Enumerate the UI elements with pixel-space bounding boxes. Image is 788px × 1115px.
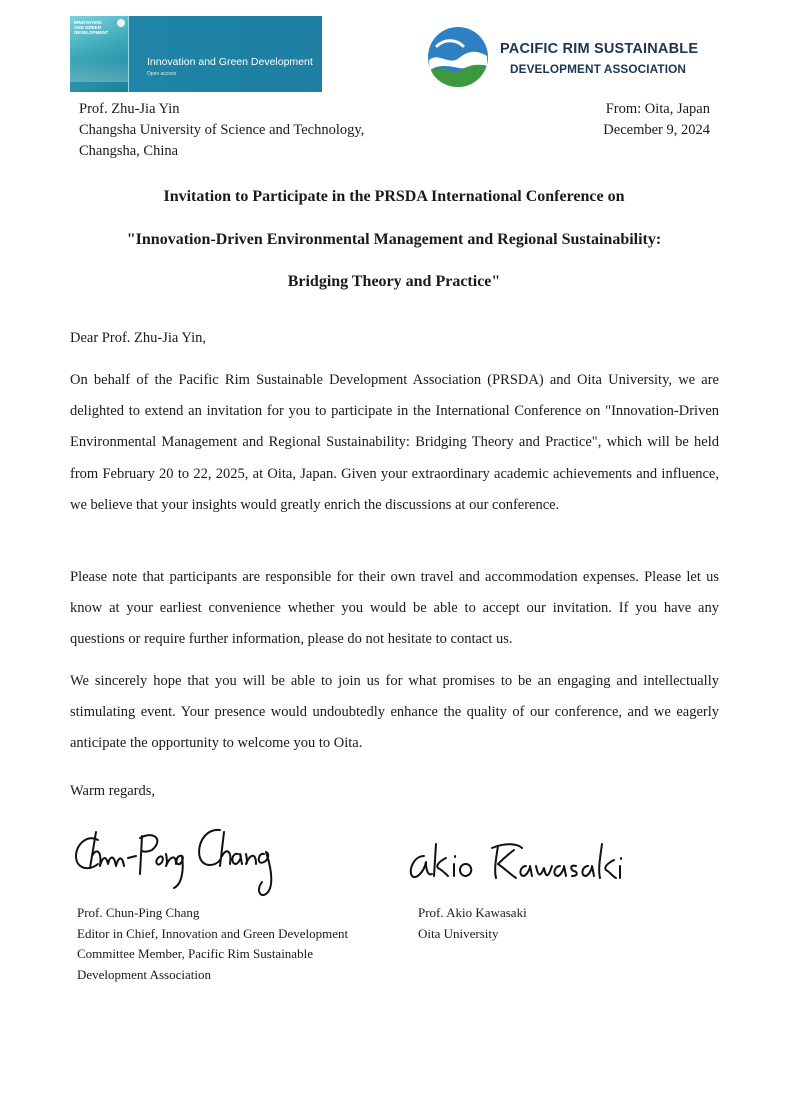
prsda-logo-icon bbox=[427, 26, 489, 88]
body-paragraph-2: Please note that participants are responsible for their own travel and accommodation expenses. Please let us know at your earliest convenience whether you would be able to accept our invitation. If you have any questions or require further information, please do not hesitate to contact us. bbox=[70, 569, 719, 648]
signer-right-details bbox=[418, 903, 527, 944]
closing: Warm regards, bbox=[70, 783, 155, 799]
letter-date: December 9, 2024 bbox=[603, 122, 710, 138]
journal-banner bbox=[70, 16, 322, 92]
recipient-institution: Changsha University of Science and Technology, bbox=[79, 122, 365, 138]
body-paragraph-1: On behalf of the Pacific Rim Sustainable Development Association (PRSDA) and Oita University, we are delighted to extend an invitation for you to participate in the International Conference on "Innovation-Driven Environmental Management and Regional Sustainability: Bridging Theory and Practice", which will be held from February 20 to 22, 2025, at Oita, Japan. Given your extraordinary academic achievements and influence, we believe that your insights would greatly enrich the discussions at our conference. bbox=[70, 372, 719, 513]
journal-cover-logo-icon bbox=[117, 19, 125, 27]
letter-title-line1: Invitation to Participate in the PRSDA International Conference on bbox=[163, 188, 625, 205]
signer-left-name: Prof. Chun-Ping Chang bbox=[77, 905, 200, 920]
sender-info bbox=[603, 99, 710, 141]
recipient-name: Prof. Zhu-Jia Yin bbox=[79, 101, 180, 117]
sender-location: From: Oita, Japan bbox=[605, 101, 710, 117]
association-name-line1: PACIFIC RIM SUSTAINABLE bbox=[500, 41, 699, 57]
journal-cover-title: INNOVATION AND GREEN DEVELOPMENT bbox=[74, 20, 109, 35]
journal-cover-decoration bbox=[70, 60, 128, 82]
signature-akio-kawasaki bbox=[406, 838, 626, 890]
journal-title: Innovation and Green Development bbox=[147, 56, 313, 68]
journal-cover-image bbox=[70, 16, 129, 92]
recipient-address bbox=[79, 99, 364, 162]
journal-subtitle: Open access bbox=[147, 71, 177, 77]
association-name-line2: DEVELOPMENT ASSOCIATION bbox=[510, 62, 686, 76]
signer-left-role1: Editor in Chief, Innovation and Green Development bbox=[77, 925, 349, 941]
signer-left-role2: Committee Member, Pacific Rim Sustainable bbox=[77, 946, 313, 962]
recipient-city: Changsha, China bbox=[79, 143, 179, 159]
signer-right-affiliation: Oita University bbox=[418, 925, 499, 941]
letter-title-line2: "Innovation-Driven Environmental Management and Regional Sustainability: bbox=[126, 231, 662, 248]
signer-left-role3: Development Association bbox=[77, 966, 211, 982]
body-paragraph-3: We sincerely hope that you will be able to join us for what promises to be an engaging and intellectually stimulating event. Your presence would undoubtedly enhance the quality of our conference, and we eagerly anticipate the opportunity to welcome you to Oita. bbox=[70, 673, 719, 752]
signer-right-name: Prof. Akio Kawasaki bbox=[418, 905, 527, 920]
signature-chun-ping-chang bbox=[70, 818, 285, 904]
letter-title-line3: Bridging Theory and Practice" bbox=[287, 273, 501, 290]
salutation: Dear Prof. Zhu-Jia Yin, bbox=[70, 330, 206, 346]
signer-left-details bbox=[77, 903, 348, 985]
